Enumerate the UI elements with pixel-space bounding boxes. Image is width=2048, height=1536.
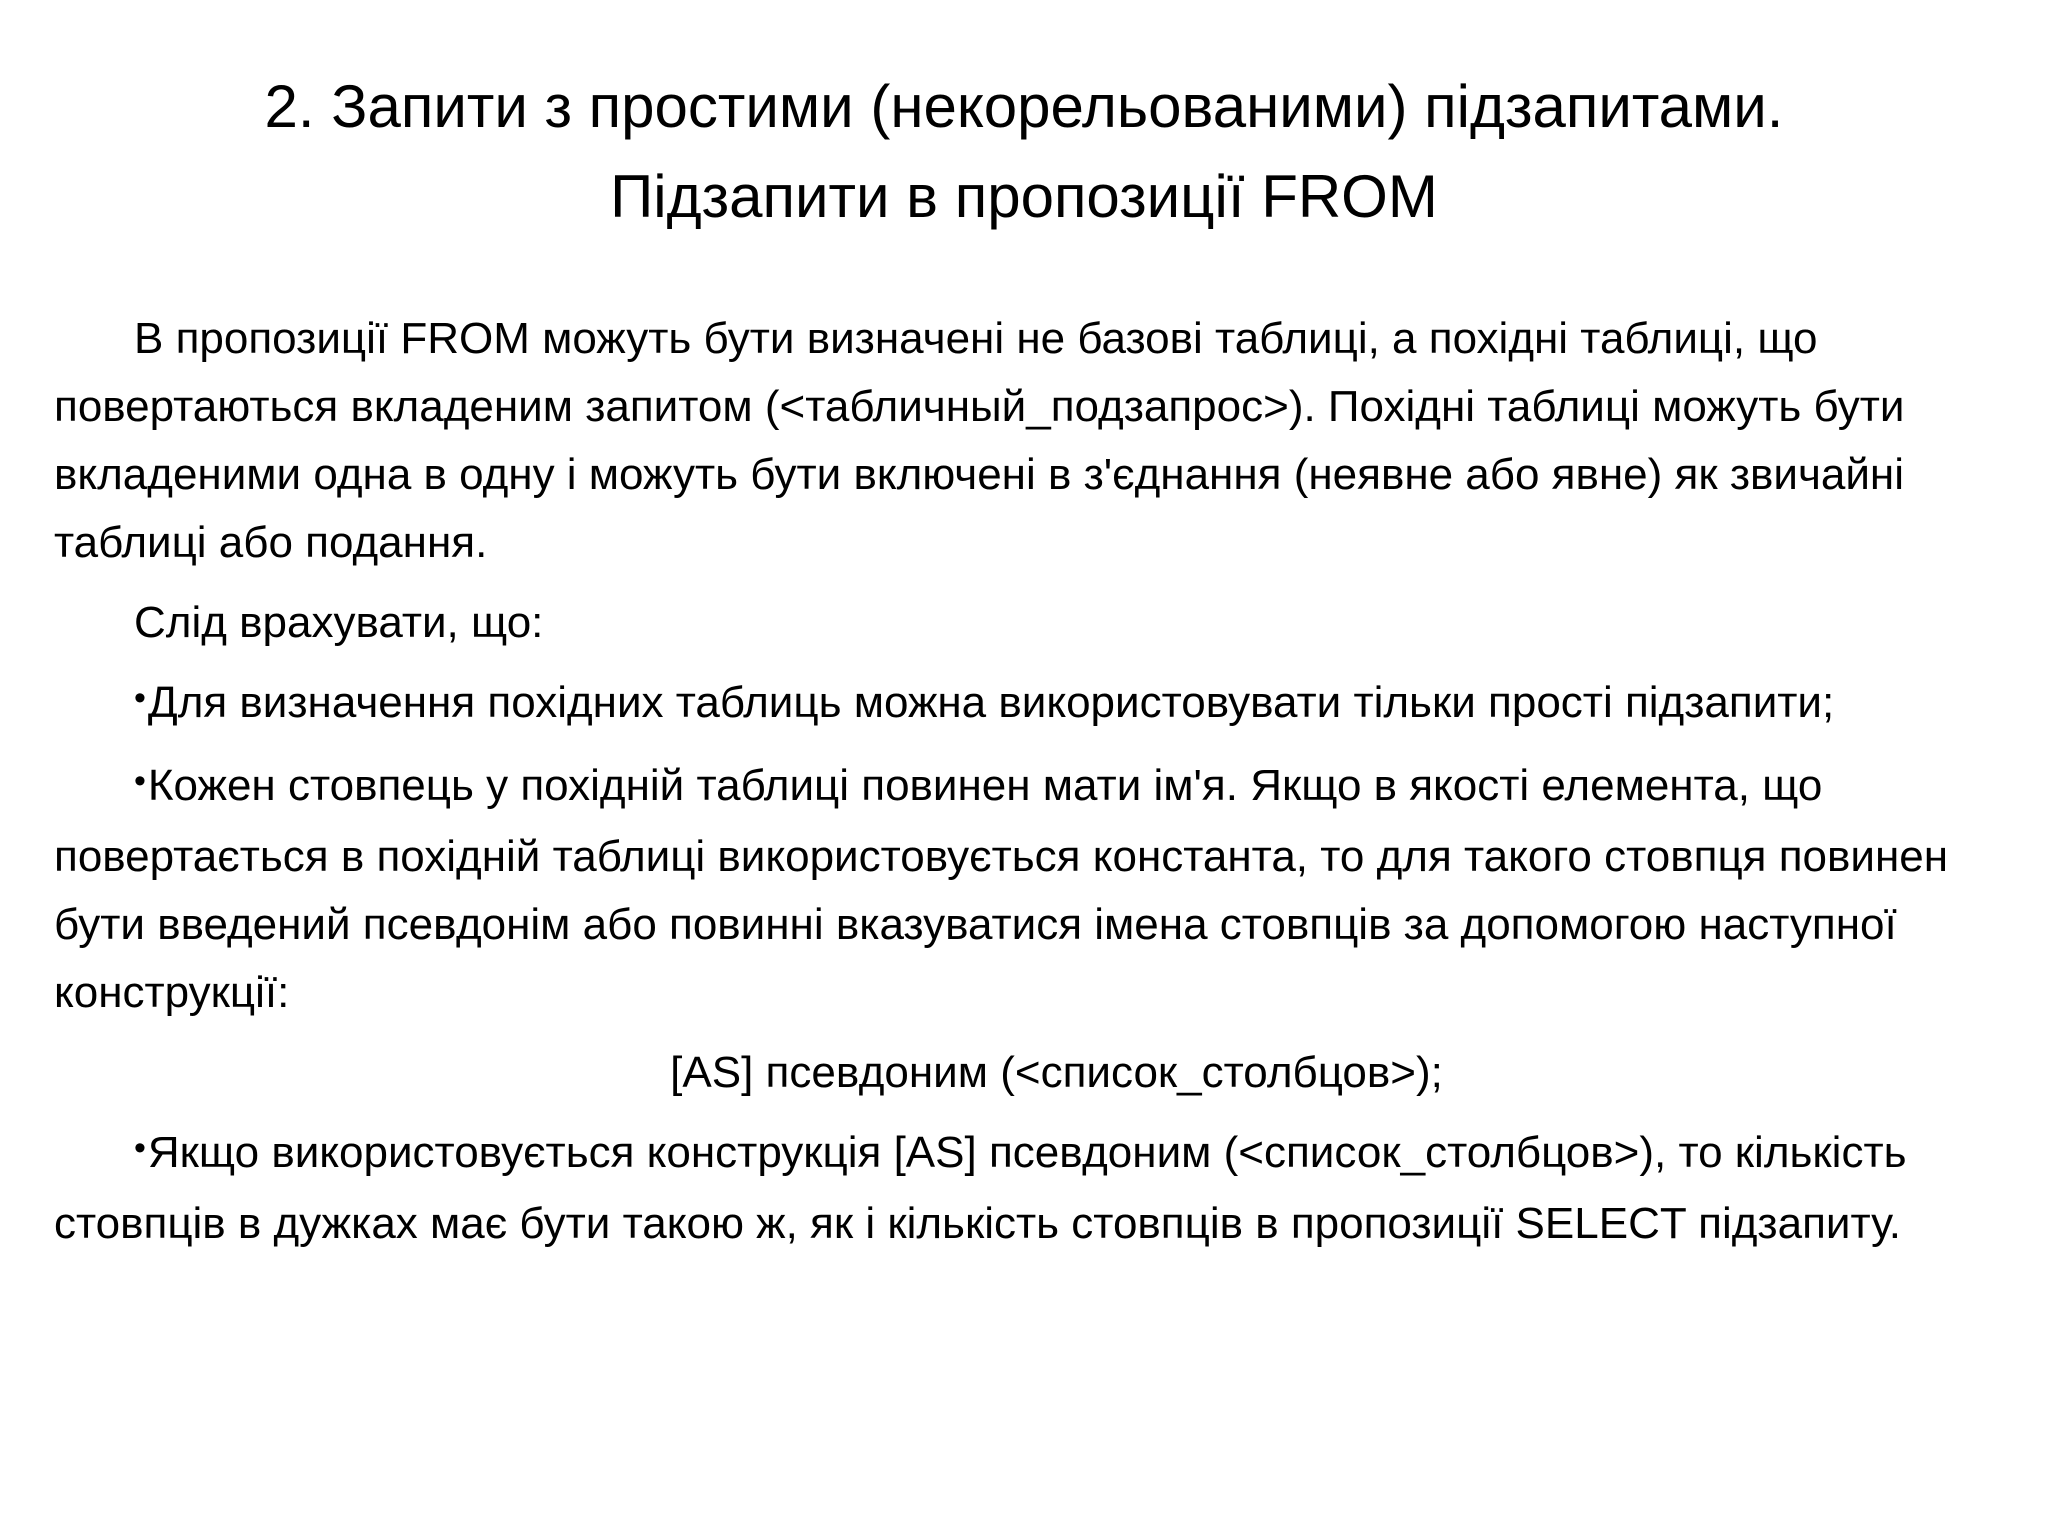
bullet-simple-subqueries: • Для визначення похідних таблиць можна використовувати тільки прості підзапити; (54, 669, 1999, 740)
paragraph-derived-tables: В пропозиції FROM можуть бути визначені не базові таблиці, а похідні таблиці, що повертаються вкладеним запитом (<табличный_подзапрос>). Похідні таблиці можуть бути вкладеними одна в одну і можуть бути включені в з'єднання (неявне або явне) як звичайні таблиці або подання. (54, 314, 1905, 567)
bullet-column-count: • Якщо використовується конструкція [AS] псевдоним (<список_столбцов>), то кількість стовпців в дужках має бути такою ж, як і кількість стовпців в пропозиції SELECT підзапиту. (54, 1119, 1999, 1258)
slide-body (54, 305, 1999, 1270)
paragraph-note-intro: Слід врахувати, що: (134, 598, 544, 647)
slide-title (0, 62, 2048, 242)
slide-title-line-2: Підзапити в пропозиції FROM (610, 163, 1438, 230)
bullet-column-names: • Кожен стовпець у похідній таблиці повинен мати ім'я. Якщо в якості елемента, що повертається в похідній таблиці використовується константа, то для такого стовпця повинен бути введений псевдонім або повинні вказуватися імена стовпців за допомогою наступної конструкції: (54, 752, 1999, 1027)
slide-title-line-1: 2. Запити з простими (некорельованими) підзапитами. (264, 73, 1784, 140)
syntax-line: [AS] псевдоним (<список_столбцов>); (670, 1048, 1443, 1097)
